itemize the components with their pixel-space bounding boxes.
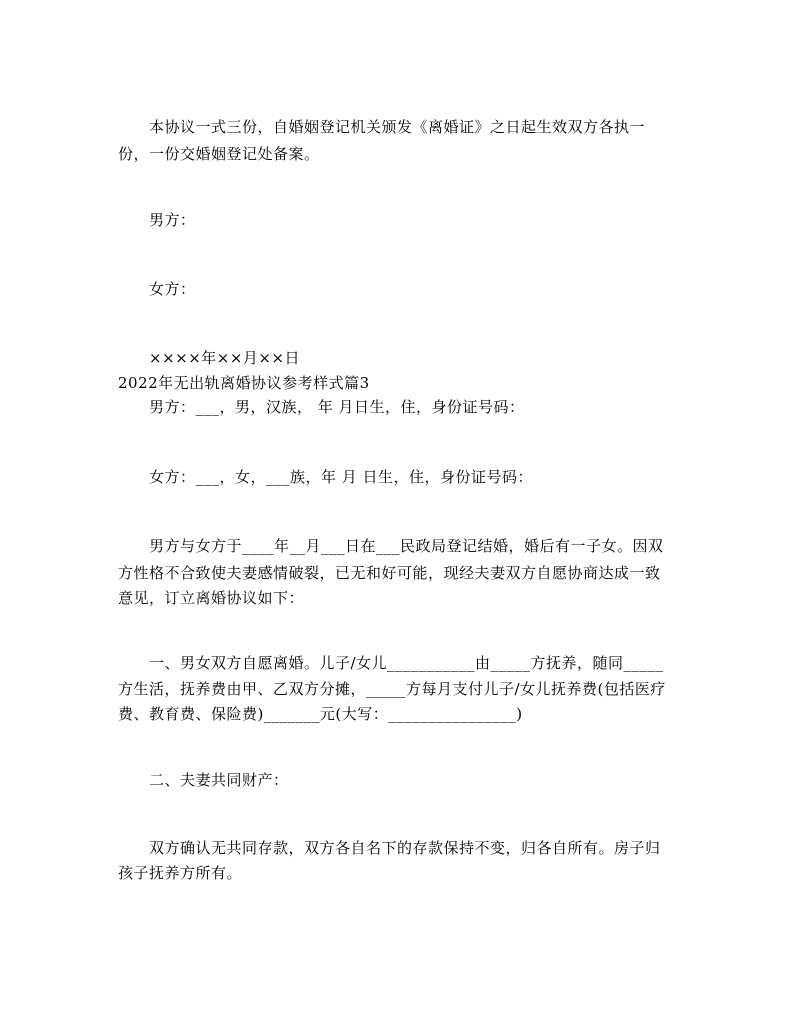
- property-paragraph-line-2: 孩子抚养方所有。: [118, 864, 243, 882]
- marriage-paragraph-line-3: 意见，订立离婚协议如下：: [118, 589, 305, 607]
- female-info: 女方：___，女，___族，年 月 日生，住，身份证号码：: [149, 468, 534, 486]
- marriage-paragraph-line-2: 方性格不合致使夫妻感情破裂，已无和好可能，现经夫妻双方自愿协商达成一致: [118, 564, 661, 582]
- male-info: 男方：___，男，汉族， 年 月日生，住，身份证号码：: [149, 398, 525, 416]
- item2-title: 二、夫妻共同财产：: [149, 771, 289, 789]
- section-title: 2022年无出轨离婚协议参考样式篇3: [118, 374, 370, 392]
- property-paragraph-line-1: 双方确认无共同存款，双方各自名下的存款保持不变，归各自所有。房子归: [149, 839, 661, 857]
- copies-paragraph-line-1: 本协议一式三份，自婚姻登记机关颁发《离婚证》之日起生效双方各执一: [149, 118, 646, 136]
- item1-paragraph-line-1: 一、男女双方自愿离婚。儿子/女儿___________由_____方抚养，随同_____: [149, 654, 664, 672]
- signature-date: ××××年××月××日: [149, 349, 301, 367]
- signature-female: 女方：: [149, 280, 196, 298]
- copies-paragraph-line-2: 份，一份交婚姻登记处备案。: [118, 145, 320, 163]
- item1-paragraph-line-2: 方生活，抚养费由甲、乙双方分摊，_____方每月支付儿子/女儿抚养费(包括医疗: [118, 680, 666, 698]
- marriage-paragraph-line-1: 男方与女方于____年__月___日在___民政局登记结婚，婚后有一子女。因双: [149, 537, 664, 555]
- item1-paragraph-line-3: 费、教育费、保险费)_______元(大写：________________): [118, 705, 523, 723]
- signature-male: 男方：: [149, 211, 196, 229]
